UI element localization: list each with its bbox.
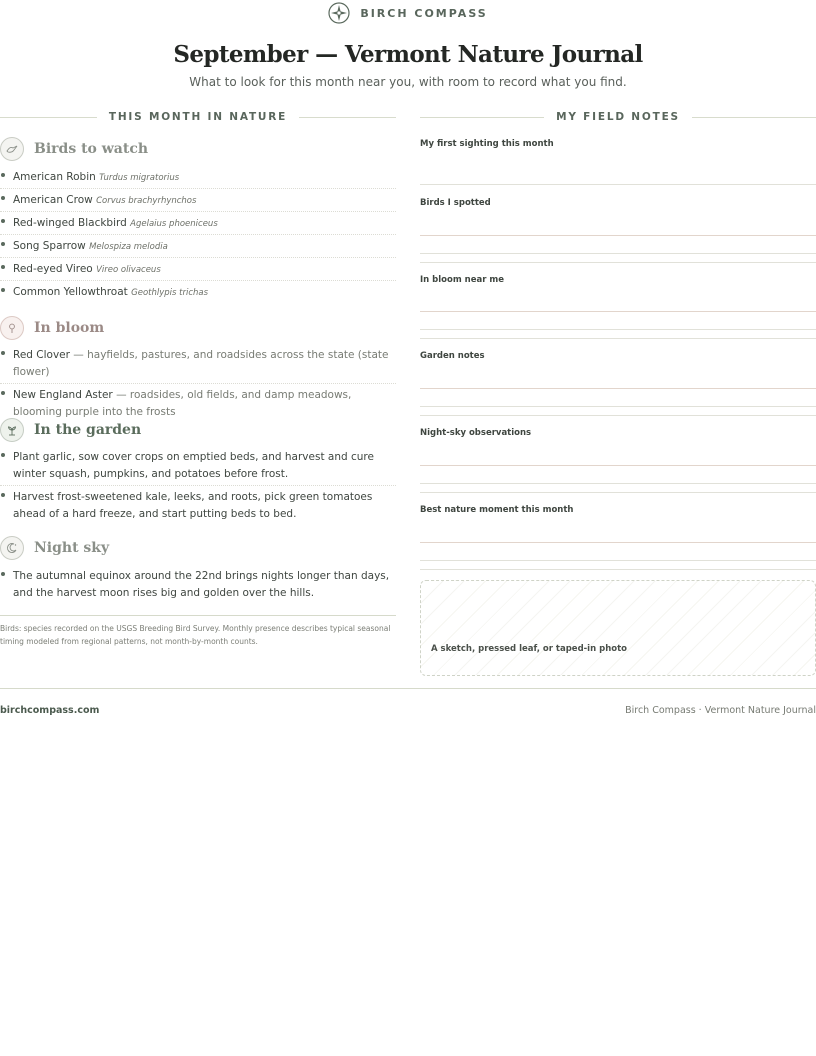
brand-bar	[0, 0, 816, 26]
note-prompt-first-sighting: My first sighting this month	[420, 139, 554, 149]
note-write-line[interactable]	[420, 338, 816, 339]
bird-name: Song Sparrow	[13, 240, 86, 252]
note-write-line[interactable]	[420, 406, 816, 407]
note-write-line[interactable]	[420, 483, 816, 484]
list-item	[0, 344, 396, 384]
bird-scientific-name: Vireo olivaceus	[96, 265, 161, 275]
heading-rule	[420, 117, 544, 118]
note-write-line[interactable]	[420, 329, 816, 330]
bird-name: Red-winged Blackbird	[13, 217, 127, 229]
note-prompt-best-moment: Best nature moment this month	[420, 505, 574, 515]
bird-scientific-name: Melospiza melodia	[89, 242, 168, 252]
note-write-line[interactable]	[420, 492, 816, 493]
flower-icon	[0, 316, 24, 340]
list-item: The autumnal equinox around the 22nd brings nights longer than days, and the harvest moon rises big and golden over the hills.	[0, 565, 396, 604]
heading-rule	[299, 117, 396, 118]
list-item	[0, 212, 396, 235]
nature-column-heading	[0, 109, 396, 125]
note-prompt-garden: Garden notes	[420, 351, 485, 361]
note-prompt-night-sky: Night-sky observations	[420, 428, 532, 438]
plant-name: New England Aster	[13, 389, 113, 401]
list-item	[0, 189, 396, 212]
footer-credit: Birch Compass · Vermont Nature Journal	[625, 705, 816, 716]
garden-section-header	[0, 418, 141, 442]
heading-rule	[0, 117, 97, 118]
bloom-section-header	[0, 316, 104, 340]
night-section-header	[0, 536, 109, 560]
footnote: Birds: species recorded on the USGS Breeding Bird Survey. Monthly presence describes typical seasonal timing modeled from regional patterns, not month-by-month counts.	[0, 615, 396, 648]
night-list	[0, 565, 396, 604]
plant-description: — roadsides, old fields, and damp meadows, blooming purple into the frosts	[13, 389, 352, 418]
sprout-icon	[0, 418, 24, 442]
note-write-line[interactable]	[420, 569, 816, 570]
bird-scientific-name: Turdus migratorius	[99, 173, 180, 183]
bloom-section-title: In bloom	[34, 320, 105, 336]
bloom-list	[0, 344, 396, 423]
page-subtitle: What to look for this month near you, with room to record what you find.	[189, 75, 627, 89]
note-write-line[interactable]	[420, 262, 816, 263]
list-item: Plant garlic, sow cover crops on emptied beds, and harvest and cure winter squash, pumpkins, and potatoes before frost.	[0, 446, 396, 486]
bird-scientific-name: Agelaius phoeniceus	[130, 219, 218, 229]
compass-icon	[328, 2, 350, 24]
plant-name: Red Clover	[13, 349, 70, 361]
note-write-line[interactable]	[420, 184, 816, 185]
plant-description: — hayfields, pastures, and roadsides across the state (state flower)	[13, 349, 389, 378]
note-write-line[interactable]	[420, 560, 816, 561]
bird-name: Red-eyed Vireo	[13, 263, 93, 275]
list-item	[0, 235, 396, 258]
moon-icon	[0, 536, 24, 560]
bird-icon	[0, 137, 24, 161]
footer-divider	[0, 688, 816, 689]
birds-section-title: Birds to watch	[34, 141, 149, 157]
brand-name: BIRCH COMPASS	[360, 6, 488, 20]
notes-column-heading	[420, 109, 816, 125]
heading-rule	[692, 117, 816, 118]
list-item	[0, 281, 396, 304]
bird-scientific-name: Corvus brachyrhynchos	[96, 196, 197, 206]
list-item	[0, 166, 396, 189]
list-item	[0, 258, 396, 281]
nature-heading-label: THIS MONTH IN NATURE	[108, 111, 288, 123]
note-write-line[interactable]	[420, 542, 816, 543]
birds-list	[0, 166, 396, 304]
night-section-title: Night sky	[34, 540, 110, 556]
page-title: September — Vermont Nature Journal	[173, 41, 643, 68]
sketch-label: A sketch, pressed leaf, or taped-in photo	[431, 644, 627, 654]
note-write-line[interactable]	[420, 465, 816, 466]
note-write-line[interactable]	[420, 235, 816, 236]
bird-name: American Robin	[13, 171, 96, 183]
note-write-line[interactable]	[420, 311, 816, 312]
footer-site-link[interactable]: birchcompass.com	[0, 705, 100, 716]
bird-name: American Crow	[13, 194, 93, 206]
garden-section-title: In the garden	[34, 422, 142, 438]
note-write-line[interactable]	[420, 388, 816, 389]
list-item: Harvest frost-sweetened kale, leeks, and roots, pick green tomatoes ahead of a hard freeze, and start putting beds to bed.	[0, 486, 396, 525]
note-prompt-bloom: In bloom near me	[420, 275, 504, 285]
sketch-box[interactable]	[420, 580, 816, 676]
note-prompt-birds: Birds I spotted	[420, 198, 491, 208]
garden-list	[0, 446, 396, 525]
bird-name: Common Yellowthroat	[13, 286, 128, 298]
note-write-line[interactable]	[420, 253, 816, 254]
bird-scientific-name: Geothlypis trichas	[131, 288, 209, 298]
note-write-line[interactable]	[420, 415, 816, 416]
birds-section-header	[0, 137, 148, 161]
notes-heading-label: MY FIELD NOTES	[556, 111, 680, 123]
